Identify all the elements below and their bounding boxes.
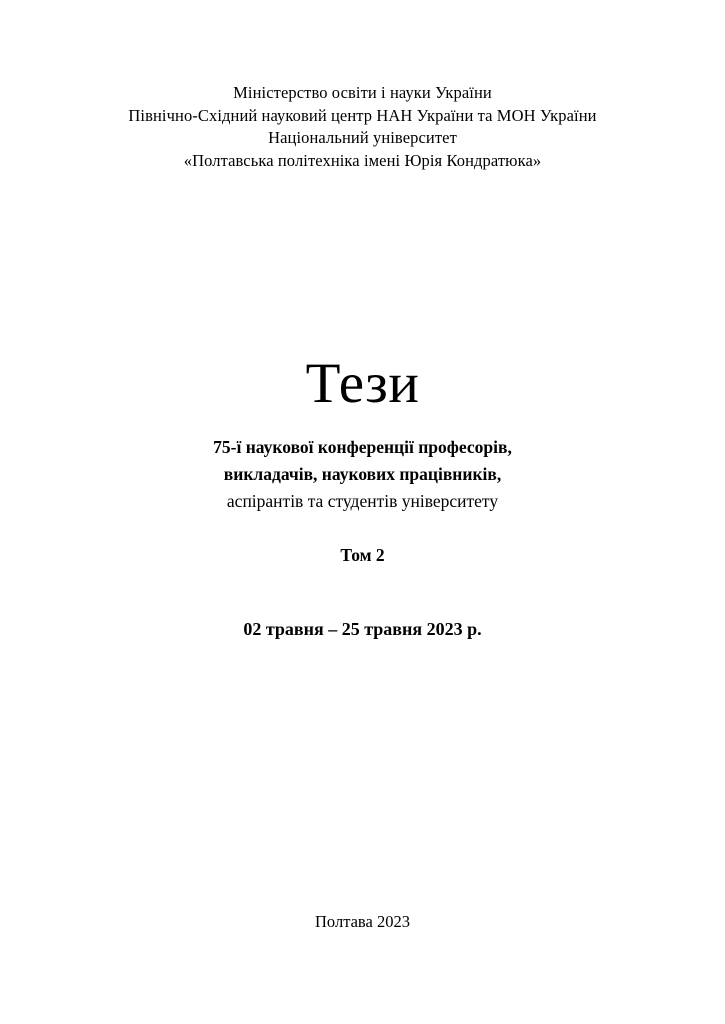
publisher-header <box>0 82 725 172</box>
header-line-science-center: Північно-Східний науковий центр НАН України та МОН України <box>128 105 597 125</box>
subtitle-line-2: викладачів, наукових працівників, <box>223 464 502 484</box>
volume-label <box>0 543 725 567</box>
header-line-university-type: Національний університет <box>268 128 457 147</box>
header-line-university-name: «Полтавська політехніка імені Юрія Кондратюка» <box>183 150 542 170</box>
publication-footer <box>0 911 725 933</box>
dates-text: 02 травня – 25 травня 2023 р. <box>243 619 482 639</box>
footer-text: Полтава 2023 <box>315 912 410 931</box>
header-line-ministry: Міністерство освіти і науки України <box>233 83 492 102</box>
volume-text: Том 2 <box>340 545 385 565</box>
subtitle-line-1: 75-ї наукової конференції професорів, <box>213 437 512 457</box>
page-title <box>0 352 725 416</box>
subtitle-line-3: аспірантів та студентів університету <box>226 491 499 511</box>
conference-subtitle <box>0 434 725 515</box>
main-title-text: Тези <box>305 352 420 415</box>
conference-dates <box>0 617 725 641</box>
